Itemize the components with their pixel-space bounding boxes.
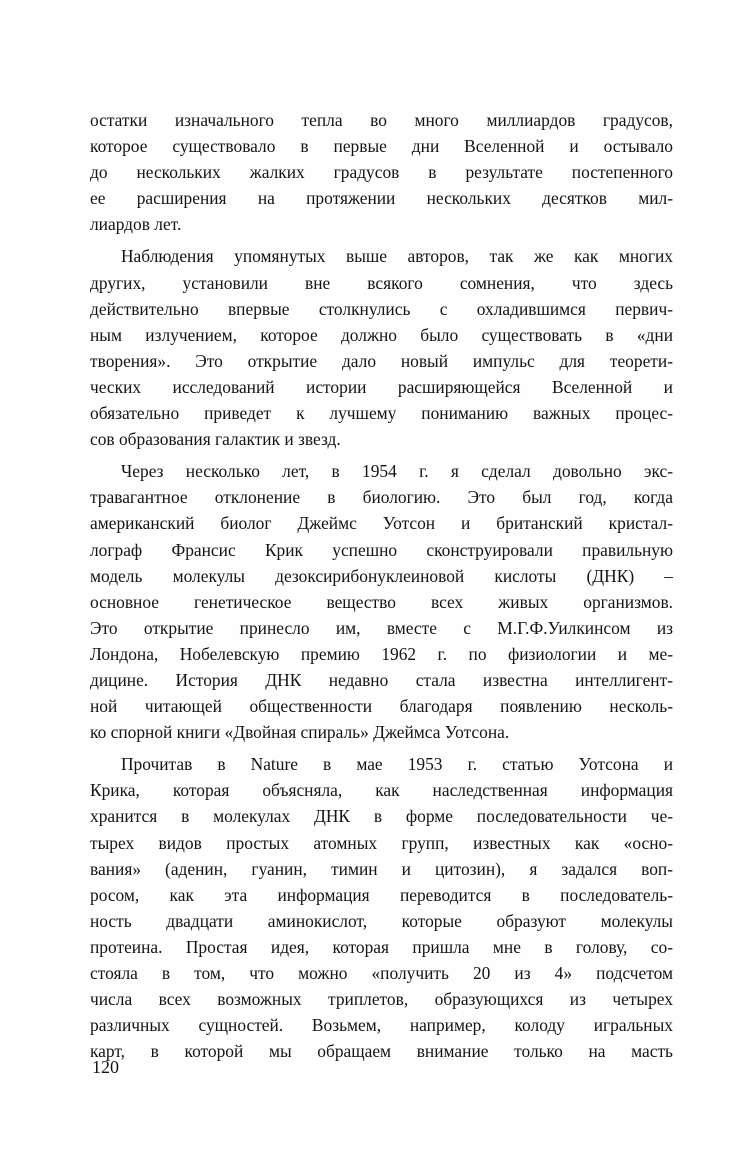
text-line: росом, как эта информация переводится в последователь- [90,884,673,905]
text-line: основное генетическое вещество всех живых организмов. [90,591,673,612]
paragraph [90,107,673,237]
text-line: ным излучением, которое должно было существовать в «дни [90,324,673,345]
text-line: американский биолог Джеймс Уотсон и британский кристал- [90,513,673,534]
text-line: обязательно приведет к лучшему пониманию важных процес- [90,403,673,424]
text-line: травагантное отклонение в биологию. Это был год, когда [90,487,673,508]
text-line: ко спорной книги «Двойная спираль» Джеймса Уотсона. [90,722,510,743]
text-line: сов образования галактик и звезд. [90,429,341,450]
text-line: Крика, которая объясняла, как наследственная информация [90,780,673,801]
text-line: хранится в молекулах ДНК в форме последовательности че- [90,806,673,827]
paragraph [90,751,673,1064]
text-line: ческих исследований истории расширяющейся Вселенной и [90,376,673,397]
text-line: лограф Франсис Крик успешно сконструировали правильную [90,539,673,560]
text-line: Через несколько лет, в 1954 г. я сделал довольно экс- [121,461,673,482]
text-line: ность двадцати аминокислот, которые образуют молекулы [90,910,673,931]
page-number: 120 [92,1057,119,1077]
text-line: ее расширения на протяжении нескольких десятков мил- [90,188,673,209]
text-line: различных сущностей. Возьмем, например, колоду игральных [90,1015,673,1036]
text-line: модель молекулы дезоксирибонуклеиновой кислоты (ДНК) – [90,565,673,586]
text-line: других, установили вне всякого сомнения, что здесь [90,272,673,293]
text-line: которое существовало в первые дни Вселенной и остывало [90,136,673,157]
text-line: карт, в которой мы обращаем внимание только на масть [90,1041,673,1062]
text-line: протеина. Простая идея, которая пришла мне в голову, со- [90,936,673,957]
paragraph [90,458,673,745]
text-line: Это открытие принесло им, вместе с М.Г.Ф.Уилкинсом из [90,617,673,638]
text-line: действительно впервые столкнулись с охладившимся первич- [90,298,673,319]
text-line: Прочитав в Nature в мае 1953 г. статью Уотсона и [121,754,673,775]
text-line: Наблюдения упомянутых выше авторов, так же как многих [121,246,673,267]
text-line: тырех видов простых атомных групп, известных как «осно- [90,832,673,853]
text-line: Лондона, Нобелевскую премию 1962 г. по физиологии и ме- [90,643,673,664]
text-line: остатки изначального тепла во много миллиардов градусов, [90,110,673,130]
text-line: числа всех возможных триплетов, образующихся из четырех [90,989,673,1010]
text-line: ной читающей общественности благодаря появлению несколь- [90,696,673,717]
text-line: вания» (аденин, гуанин, тимин и цитозин), я задался воп- [90,858,673,879]
text-line: стояла в том, что можно «получить 20 из 4» подсчетом [90,963,673,983]
text-line: дицине. История ДНК недавно стала известна интеллигент- [90,669,673,690]
text-line: творения». Это открытие дало новый импульс для теорети- [90,350,673,371]
body-text [90,107,673,1064]
text-line: лиардов лет. [90,214,182,235]
text-line: до нескольких жалких градусов в результате постепенного [90,162,673,183]
paragraph [90,243,673,452]
